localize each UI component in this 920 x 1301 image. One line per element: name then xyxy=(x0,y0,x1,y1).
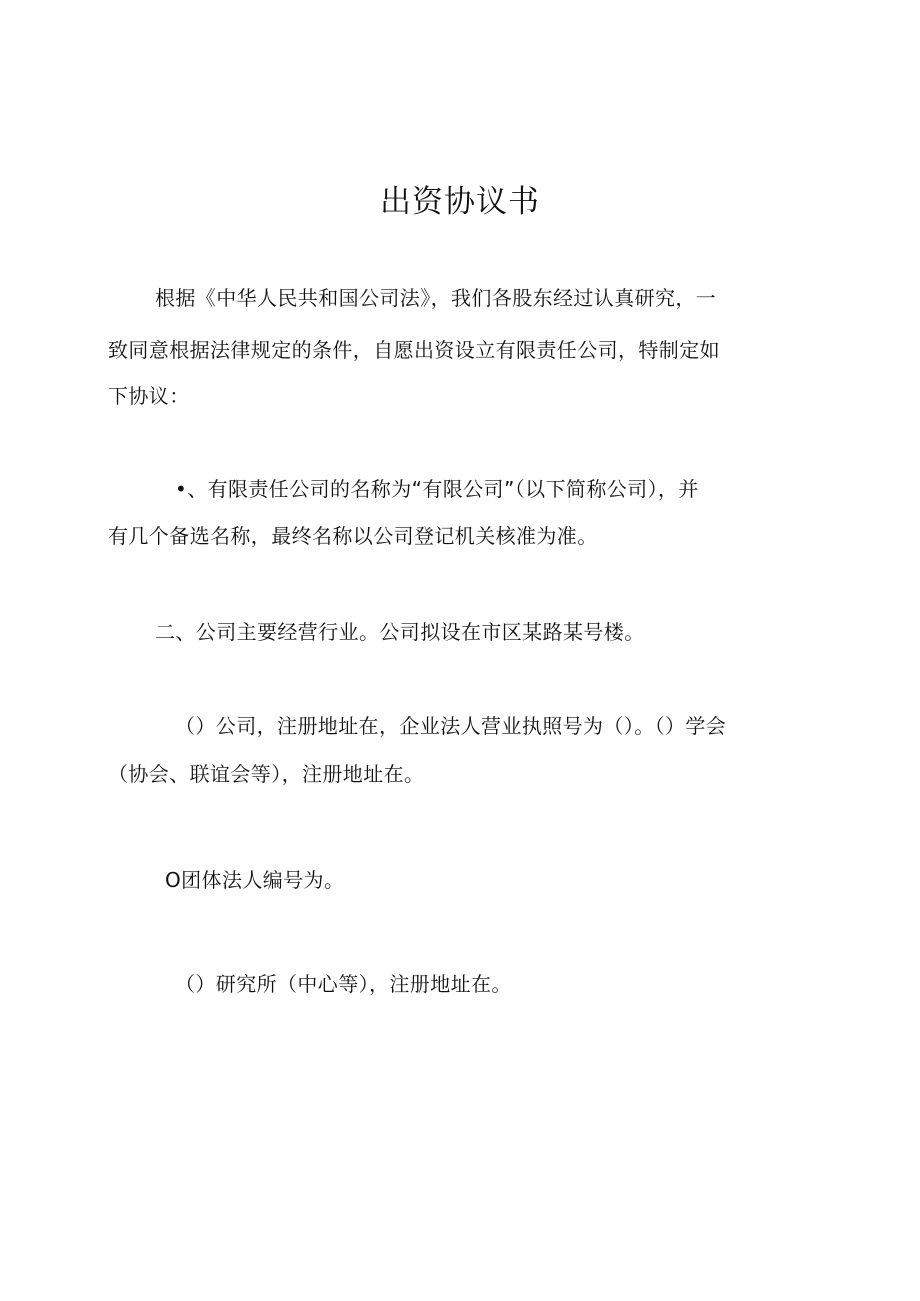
document-title: 出资协议书 xyxy=(380,184,540,220)
preamble-line-1: 根据《中华人民共和国公司法》，我们各股东经过认真研究，一 xyxy=(155,286,717,310)
clause-3-line-1: （）公司，注册地址在，企业法人营业执照号为（）。（）学会 xyxy=(175,714,727,738)
clause-1-line-2: 有几个备选名称，最终名称以公司登记机关核准为准。 xyxy=(108,524,598,548)
clause-3-line-2: （协会、联谊会等），注册地址在。 xyxy=(108,762,425,786)
preamble-line-3: 下协议： xyxy=(108,384,190,408)
clause-4: O团体法人编号为。 xyxy=(165,868,345,892)
clause-1-line-1: •、有限责任公司的名称为“有限公司”（以下简称公司），并 xyxy=(175,477,699,501)
preamble-line-2: 致同意根据法律规定的条件，自愿出资设立有限责任公司，特制定如 xyxy=(108,338,720,362)
clause-2: 二、公司主要经营行业。公司拟设在市区某路某号楼。 xyxy=(155,620,645,644)
clause-5: （）研究所（中心等），注册地址在。 xyxy=(175,972,512,996)
